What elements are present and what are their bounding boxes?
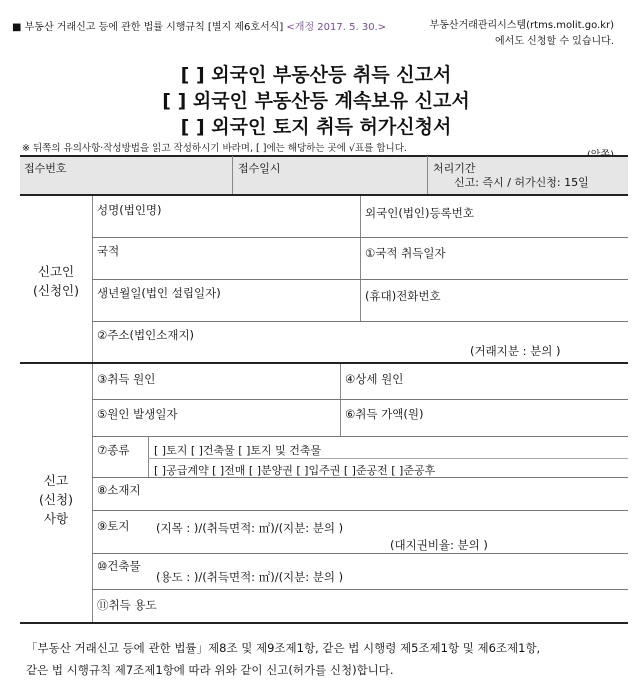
name-field-label: 성명(법인명) (97, 203, 162, 217)
building-label: ⑩건축물 (97, 559, 141, 573)
instructions-note: ※ 뒤쪽의 유의사항·작성방법을 읽고 작성하시기 바라며, [ ]에는 해당하는 곳에 √표를 합니다. (22, 143, 407, 154)
receipt-top-border (20, 155, 628, 157)
report-row-line-4 (92, 510, 628, 511)
receipt-date-label: 접수일시 (238, 162, 281, 175)
report-row-line-6 (92, 589, 628, 590)
report-row-line-2 (92, 436, 628, 437)
phone-label: (휴대)전화번호 (365, 289, 441, 303)
birth-date-label: 생년월일(법인 설립일자) (97, 286, 221, 300)
applicant-section-label (20, 262, 92, 300)
detailed-cause-label: ④상세 원인 (345, 372, 404, 386)
report-label-2: (신청) (39, 492, 73, 507)
regulation-header (12, 18, 386, 33)
cause-date-label: ⑤원인 발생일자 (97, 407, 178, 421)
applicant-row-line-1 (92, 237, 628, 238)
kind-options-contract: [ ]공급계약 [ ]전매 [ ]분양권 [ ]입주권 [ ]준공전 [ ]준공후 (154, 464, 436, 477)
revision-text: <개정 2017. 5. 30.> (286, 22, 387, 33)
receipt-bottom-border (20, 194, 628, 196)
report-label-3: 사항 (43, 511, 69, 526)
land-right-ratio: (대지권비율: 분의 ) (390, 538, 488, 552)
nationality-acquisition-date-label: ①국적 취득일자 (365, 246, 446, 260)
report-section-divider (92, 364, 93, 622)
location-label: ⑧소재지 (97, 483, 141, 497)
applicant-row-line-2 (92, 279, 628, 280)
form-bottom-border (20, 622, 628, 624)
processing-period-value: 신고: 즉시 / 허가신청: 15일 (454, 176, 589, 189)
report-column-divider (340, 364, 341, 436)
report-section-label (20, 471, 92, 528)
kind-row-divider (148, 458, 628, 459)
title-retention-report: [ ] 외국인 부동산등 계속보유 신고서 (162, 90, 470, 112)
online-notice (430, 18, 614, 50)
acquisition-price-label: ⑥취득 가액(원) (345, 407, 424, 421)
land-detail-fields: (지목 : )/(취득면적: ㎡)/(지분: 분의 ) (156, 521, 344, 535)
report-label-1: 신고 (43, 473, 69, 488)
processing-period-label: 처리기간 (433, 162, 476, 175)
title-acquisition-report: [ ] 외국인 부동산등 취득 신고서 (180, 64, 452, 86)
kind-options-property: [ ]토지 [ ]건축물 [ ]토지 및 건축물 (154, 444, 322, 457)
land-label: ⑨토지 (97, 519, 130, 533)
acquisition-purpose-label: ⑪취득 용도 (97, 598, 157, 612)
applicant-label-2: (신청인) (33, 283, 79, 298)
section-separator (20, 362, 628, 364)
kind-column-divider (148, 436, 149, 477)
title-land-permit: [ ] 외국인 토지 취득 허가신청서 (180, 116, 452, 138)
applicant-column-divider (360, 196, 361, 321)
report-row-line-1 (92, 399, 628, 400)
acquisition-cause-label: ③취득 원인 (97, 372, 156, 386)
regulation-text: ■ 부동산 거래신고 등에 관한 법률 시행규칙 [별지 제6호서식] (12, 22, 284, 33)
report-row-line-5 (92, 553, 628, 554)
address-label: ②주소(법인소재지) (97, 328, 195, 342)
system-note: 에서도 신청할 수 있습니다. (495, 36, 614, 47)
legal-basis-line-1: 「부동산 거래신고 등에 관한 법률」제8조 및 제9조제1항, 같은 법 시행령 제5조제1항 및 제6조제1항, (26, 641, 541, 655)
receipt-number-label: 접수번호 (24, 162, 67, 175)
receipt-divider-1 (232, 156, 233, 194)
transaction-share-label: (거래지분 : 분의 ) (470, 344, 561, 358)
registration-number-label: 외국인(법인)등록번호 (365, 206, 474, 220)
system-url: 부동산거래관리시스템(rtms.molit.go.kr) (429, 20, 614, 31)
applicant-row-line-3 (92, 321, 628, 322)
building-detail-fields: (용도 : )/(취득면적: ㎡)/(지분: 분의 ) (156, 570, 344, 584)
receipt-divider-2 (427, 156, 428, 194)
legal-basis-line-2: 같은 법 시행규칙 제7조제1항에 따라 위와 같이 신고(허가를 신청)합니다. (26, 663, 394, 677)
kind-label: ⑦종류 (97, 443, 130, 457)
nationality-label: 국적 (97, 244, 120, 258)
applicant-label-1: 신고인 (37, 264, 75, 279)
